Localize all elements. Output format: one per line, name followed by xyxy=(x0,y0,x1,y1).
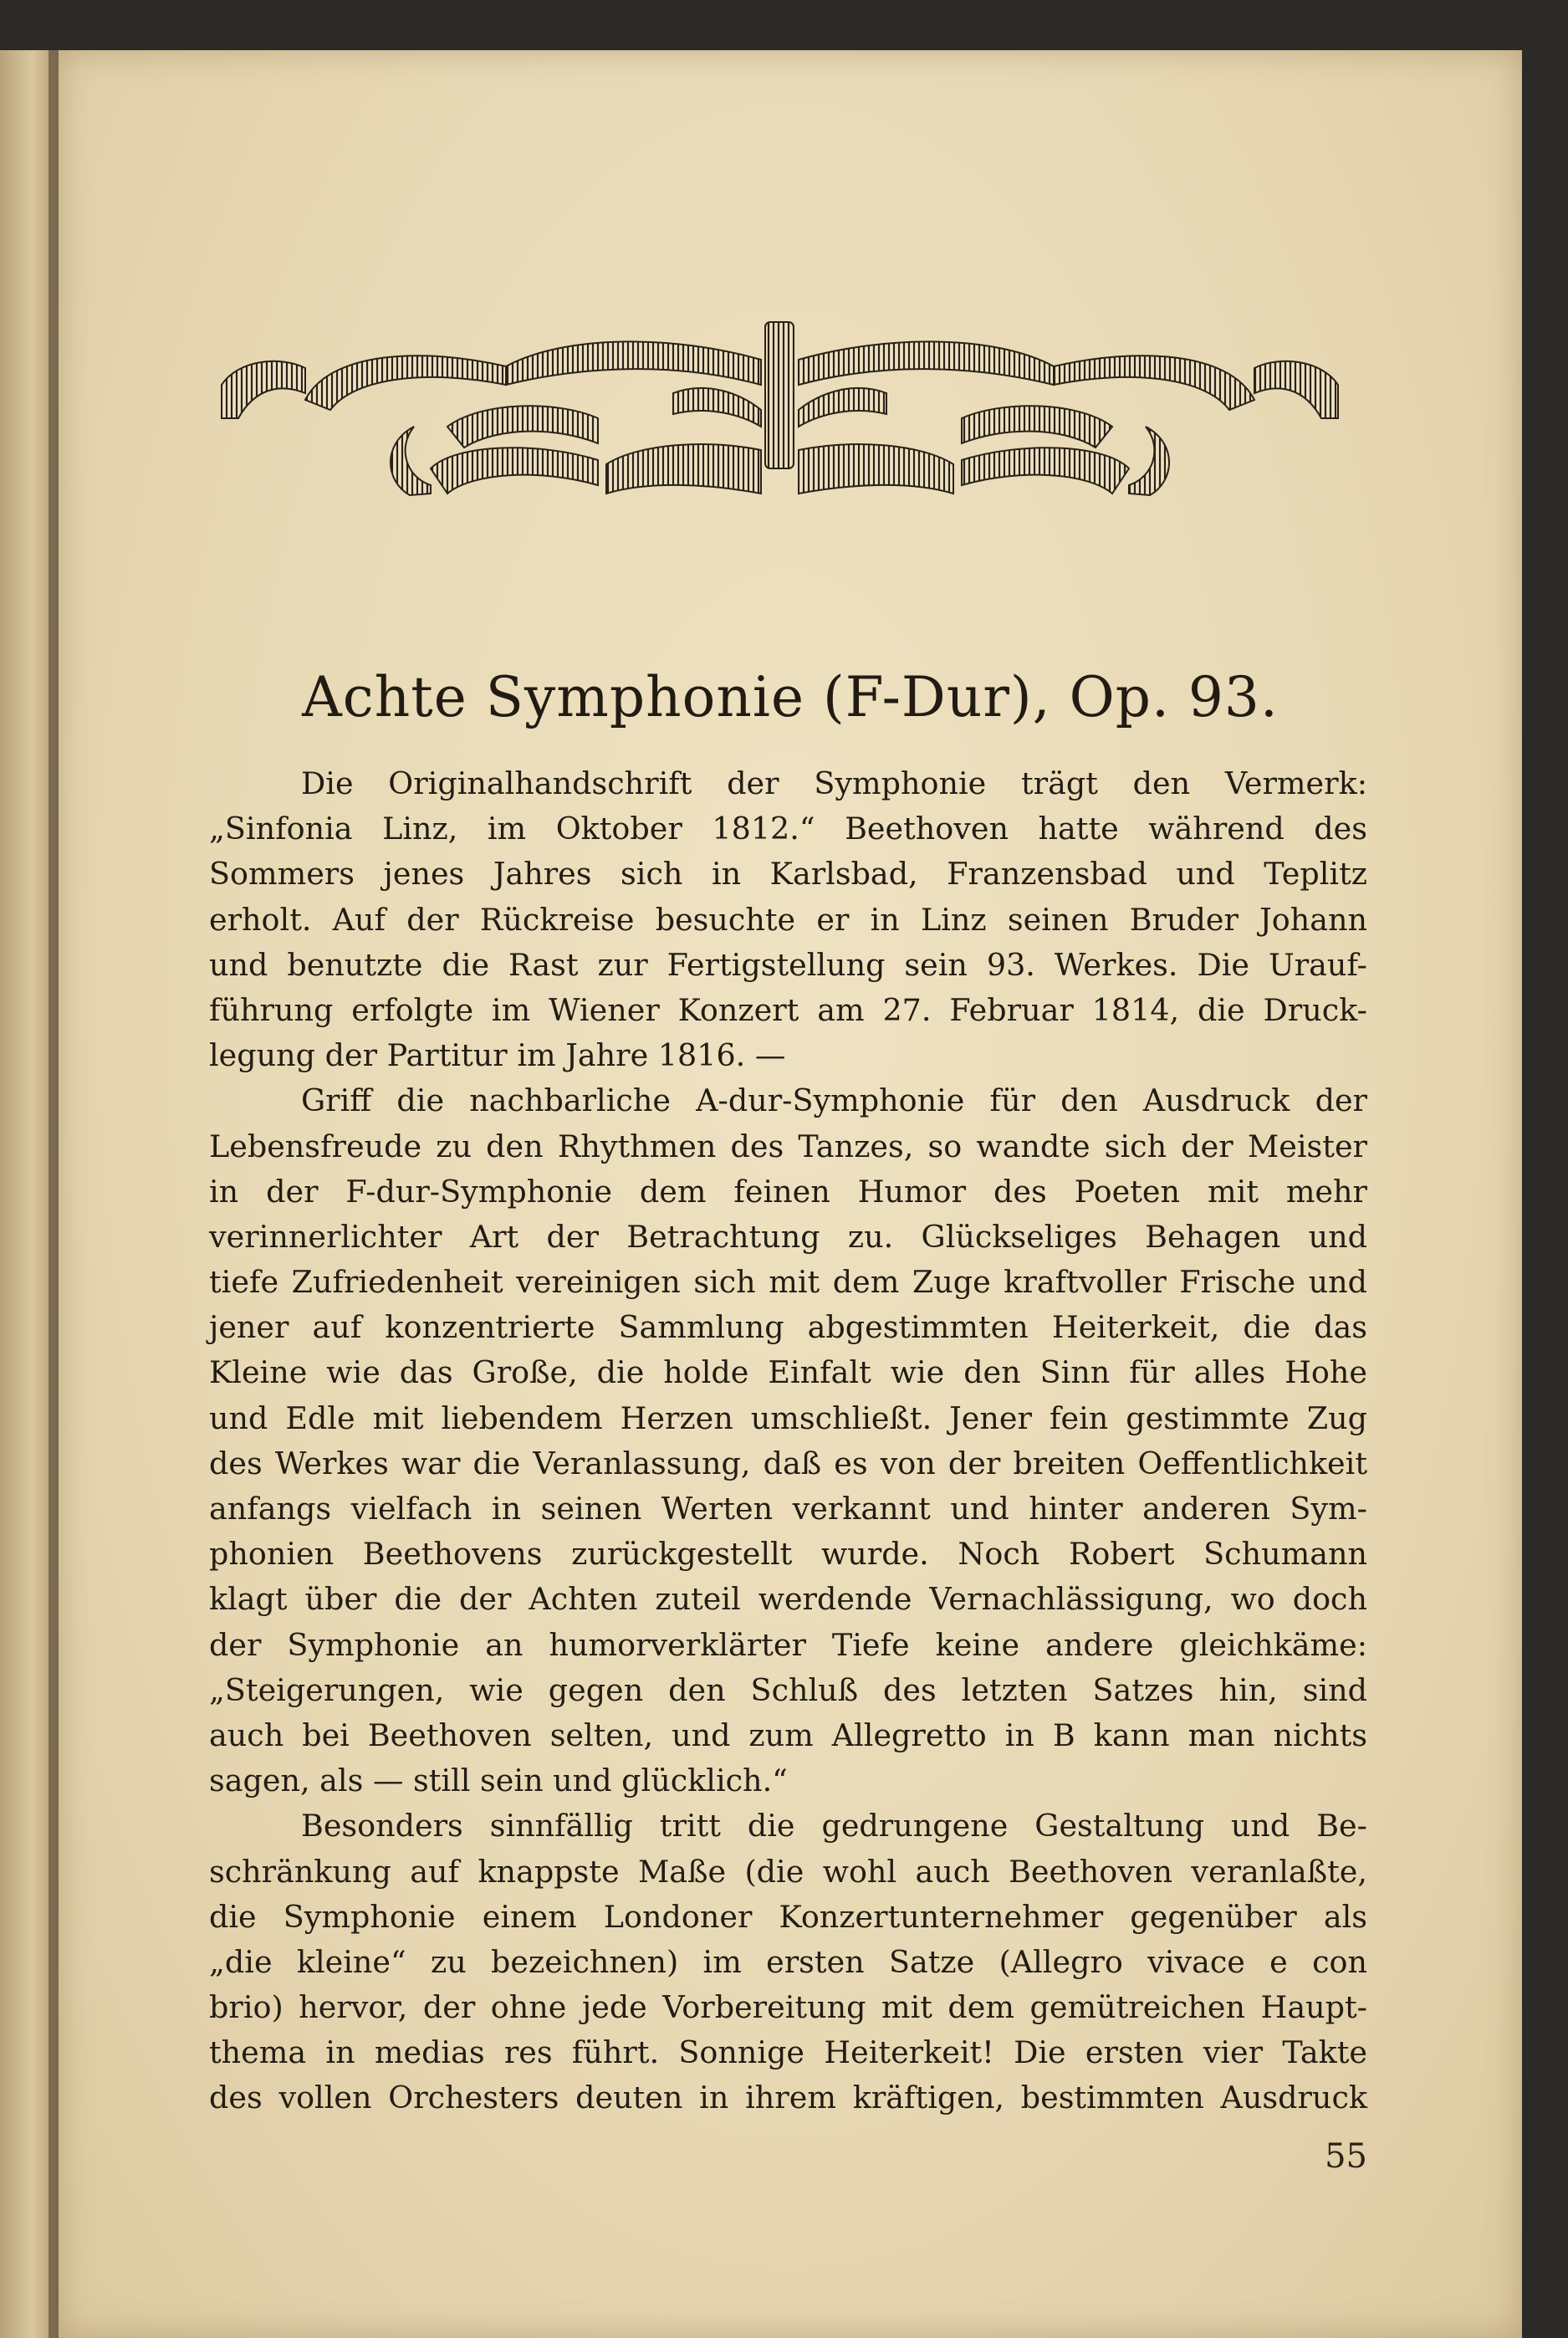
text-line: verinnerlichter Art der Betrachtung zu. Glückseliges Behagen und xyxy=(209,1218,1367,1255)
text-line: jener auf konzentrierte Sammlung abgestimmten Heiterkeit, die das xyxy=(209,1309,1367,1346)
body-text xyxy=(209,761,1367,2121)
paragraph xyxy=(209,1803,1367,2121)
text-line: in der F-dur-Symphonie dem feinen Humor des Poeten mit mehr xyxy=(209,1173,1367,1210)
text-line: auch bei Beethoven selten, und zum Allegretto in B kann man nichts xyxy=(209,1716,1367,1753)
text-line: des Werkes war die Veranlassung, daß es von der breiten Oeffentlichkeit xyxy=(209,1445,1367,1481)
text-line: führung erfolgte im Wiener Konzert am 27. Februar 1814, die Druck- xyxy=(209,991,1367,1028)
text-line: des vollen Orchesters deuten in ihrem kräftigen, bestimmten Ausdruck xyxy=(209,2080,1367,2116)
paragraph xyxy=(209,761,1367,1078)
text-line: klagt über die der Achten zuteil werdende Vernachlässigung, wo doch xyxy=(209,1581,1367,1618)
decorative-scroll-ornament xyxy=(205,301,1355,502)
text-line: Die Originalhandschrift der Symphonie trägt den Vermerk: xyxy=(301,765,1367,801)
text-line: phonien Beethovens zurückgestellt wurde. Noch Robert Schumann xyxy=(209,1536,1367,1573)
text-line: brio) hervor, der ohne jede Vorbereitung mit dem gemütreichen Haupt- xyxy=(209,1989,1367,2026)
text-line: erholt. Auf der Rückreise besuchte er in Linz seinen Bruder Johann xyxy=(209,901,1367,938)
text-line: legung der Partitur im Jahre 1816. — xyxy=(209,1037,786,1074)
text-line: „Sinfonia Linz, im Oktober 1812.“ Beethoven hatte während des xyxy=(209,811,1367,847)
text-line: Besonders sinnfällig tritt die gedrungene Gestaltung und Be- xyxy=(301,1808,1367,1844)
text-line: Sommers jenes Jahres sich in Karlsbad, Franzensbad und Teplitz xyxy=(209,856,1367,893)
paragraph xyxy=(209,1078,1367,1803)
text-line: die Symphonie einem Londoner Konzertunternehmer gegenüber als xyxy=(209,1898,1367,1935)
text-line: thema in medias res führt. Sonnige Heiterkeit! Die ersten vier Takte xyxy=(209,2034,1367,2071)
text-line: tiefe Zufriedenheit vereinigen sich mit dem Zuge kraftvoller Frische und xyxy=(209,1264,1367,1301)
page-title: Achte Symphonie (F-Dur), Op. 93. xyxy=(302,665,1279,729)
text-line: schränkung auf knappste Maße (die wohl auch Beethoven veranlaßte, xyxy=(209,1853,1367,1890)
text-line: „die kleine“ zu bezeichnen) im ersten Satze (Allegro vivace e con xyxy=(209,1943,1367,1980)
text-line: Kleine wie das Große, die holde Einfalt wie den Sinn für alles Hohe xyxy=(209,1354,1367,1391)
text-line: Lebensfreude zu den Rhythmen des Tanzes, so wandte sich der Meister xyxy=(209,1128,1367,1164)
text-line: anfangs vielfach in seinen Werten verkannt und hinter anderen Sym- xyxy=(209,1491,1367,1527)
text-line: und Edle mit liebendem Herzen umschließt. Jener fein gestimmte Zug xyxy=(209,1399,1367,1436)
text-line: „Steigerungen, wie gegen den Schluß des letzten Satzes hin, sind xyxy=(209,1671,1367,1708)
text-line: der Symphonie an humorverklärter Tiefe keine andere gleichkäme: xyxy=(209,1626,1367,1663)
page-number: 55 xyxy=(1325,2137,1367,2176)
text-line: Griff die nachbarliche A-dur-Symphonie für den Ausdruck der xyxy=(301,1082,1367,1119)
book-page xyxy=(59,50,1522,2338)
text-line: sagen, als — still sein und glücklich.“ xyxy=(209,1762,788,1799)
text-line: und benutzte die Rast zur Fertigstellung sein 93. Werkes. Die Urauf- xyxy=(209,946,1367,983)
